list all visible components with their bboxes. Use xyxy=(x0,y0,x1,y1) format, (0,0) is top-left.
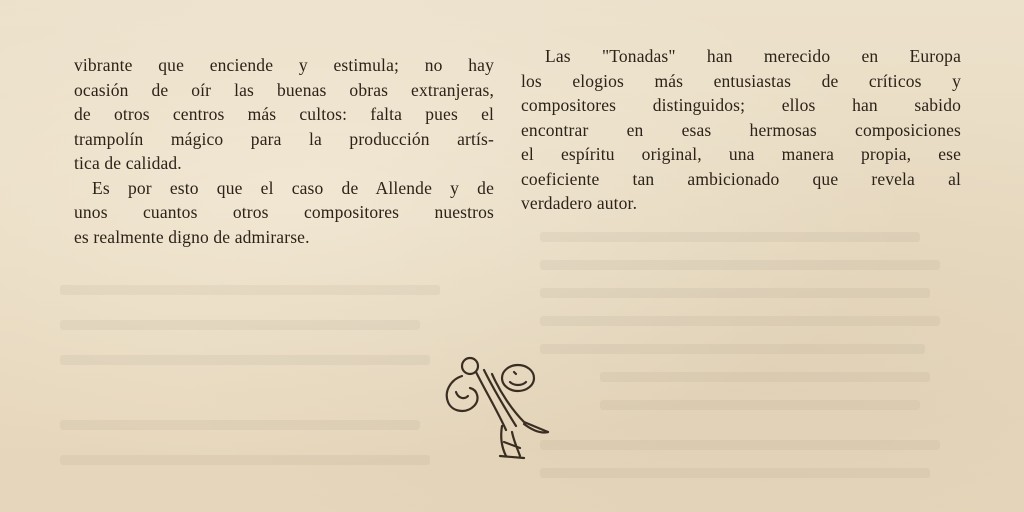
text-line: compositores distinguidos; ellos han sabido xyxy=(521,95,961,115)
bleed-through-line xyxy=(60,320,420,330)
bleed-through-line xyxy=(540,316,940,326)
text-line: coeficiente tan ambicionado que revela al xyxy=(521,168,961,189)
right-text-column xyxy=(521,44,961,216)
text-line: de otros centros más cultos: falta pues el xyxy=(74,104,494,124)
bleed-through-line xyxy=(540,440,940,450)
bleed-through-line xyxy=(60,420,420,430)
bleed-through-line xyxy=(540,260,940,270)
text-line: el espíritu original, una manera propia, ese xyxy=(521,144,961,164)
vignette-ornament-icon xyxy=(440,352,560,467)
paragraph-start-line: Las "Tonadas" han merecido en Europa xyxy=(545,46,961,66)
paragraph-start-line: Es por esto que el caso de Allende y de xyxy=(92,177,494,198)
text-line: verdadero autor. xyxy=(521,193,638,213)
bleed-through-line xyxy=(540,344,925,354)
text-line: trampolín mágico para la producción artís- xyxy=(74,128,494,149)
text-line: encontrar en esas hermosas composiciones xyxy=(521,119,961,140)
text-line: tica de calidad. xyxy=(74,153,182,173)
text-line: unos cuantos otros compositores nuestros xyxy=(74,202,494,222)
text-line: es realmente digno de admirarse. xyxy=(74,226,310,247)
text-line: los elogios más entusiastas de críticos y xyxy=(521,70,961,91)
bleed-through-line xyxy=(60,455,430,465)
bleed-through-line xyxy=(60,355,430,365)
bleed-through-line xyxy=(600,372,930,382)
bleed-through-line xyxy=(600,400,920,410)
bleed-through-line xyxy=(540,468,930,478)
bleed-through-line xyxy=(60,285,440,295)
left-text-column xyxy=(74,53,494,249)
bleed-through-line xyxy=(540,288,930,298)
text-line: ocasión de oír las buenas obras extranjeras, xyxy=(74,79,494,100)
text-line: vibrante que enciende y estimula; no hay xyxy=(74,55,494,75)
bleed-through-line xyxy=(540,232,920,242)
